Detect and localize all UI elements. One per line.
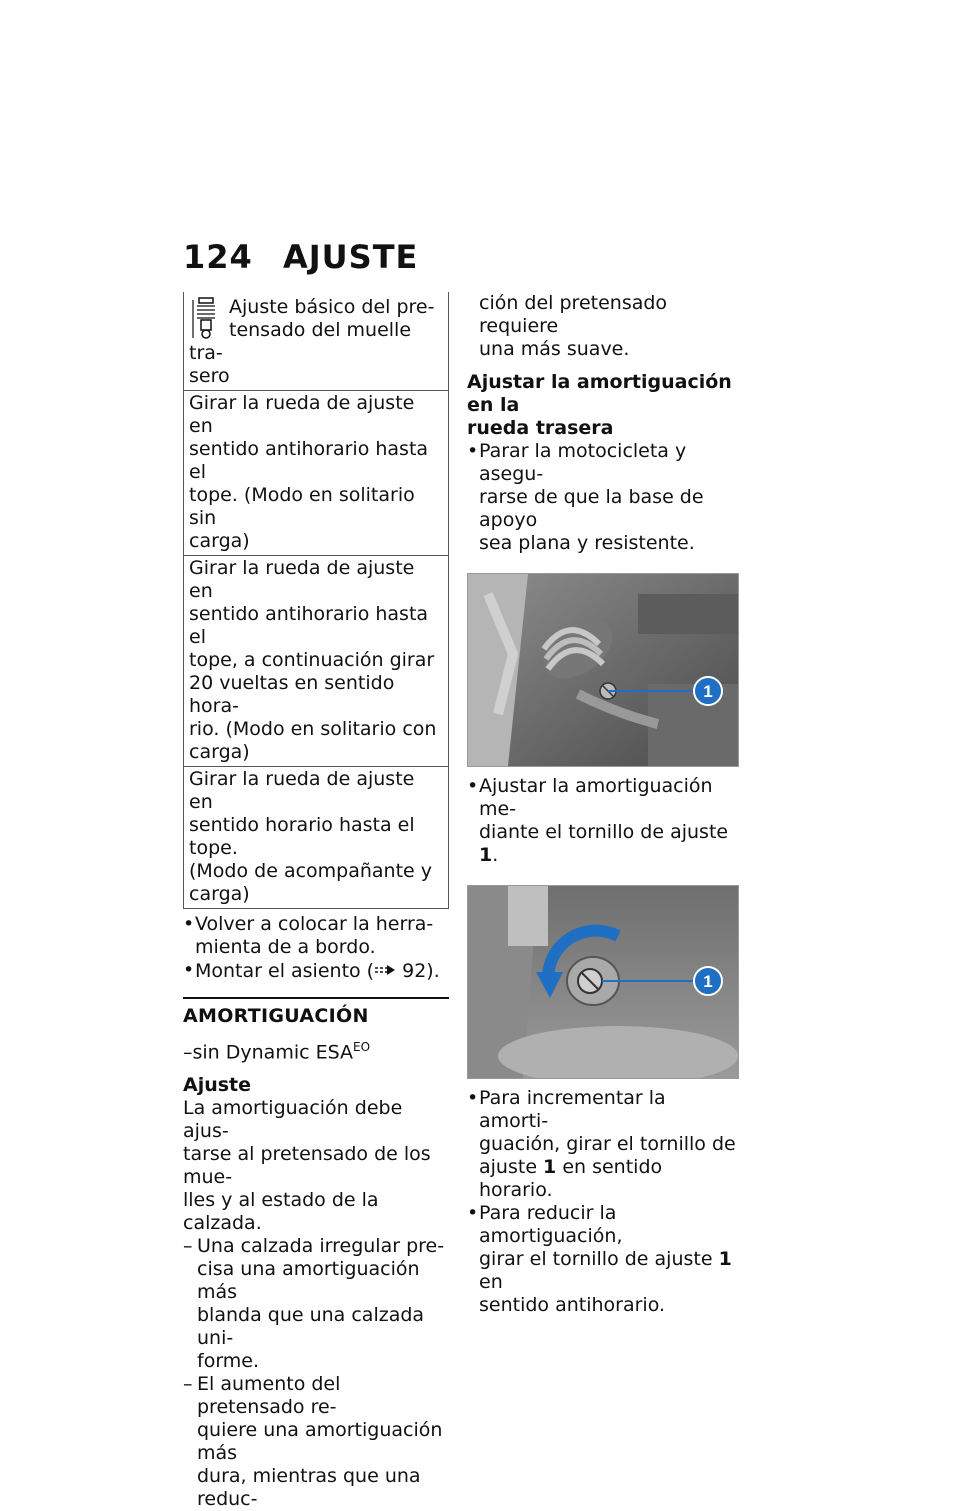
spec-line: carga) xyxy=(189,741,250,763)
list-item xyxy=(183,1373,449,1511)
text-line: quiere una amortiguación más xyxy=(197,1419,443,1465)
list-item xyxy=(467,1087,739,1202)
callout-reference: 1 xyxy=(543,1156,557,1178)
text-line: girar el tornillo de ajuste xyxy=(479,1248,719,1270)
page-number: 124 xyxy=(183,238,253,276)
spec-table xyxy=(183,292,449,909)
text-line: • Parar la motocicleta y asegu- xyxy=(479,440,687,485)
text-line: sentido antihorario. xyxy=(479,1294,666,1316)
text-line: diante el tornillo de ajuste xyxy=(479,821,729,843)
spec-line: Girar la rueda de ajuste en xyxy=(189,392,415,437)
spec-line: (Modo de acompañante y xyxy=(189,860,433,882)
adjust-subtitle: Ajuste xyxy=(183,1074,252,1097)
list-item xyxy=(467,1202,739,1317)
list-item xyxy=(467,440,739,555)
continued-text xyxy=(467,292,739,361)
spec-line: Girar la rueda de ajuste en xyxy=(189,557,415,602)
list-item xyxy=(467,775,739,867)
spec-heading-line: Ajuste básico del pre- xyxy=(229,296,435,318)
spec-line: rio. (Modo en solitario con xyxy=(189,718,437,740)
shock-absorber-photo xyxy=(467,573,739,767)
text-line: en sentido horario. xyxy=(479,1156,663,1201)
text-line: • Ajustar la amortiguación me- xyxy=(479,775,713,820)
spec-heading-line: tensado del muelle tra- xyxy=(189,319,412,364)
text-line: . xyxy=(492,844,499,866)
text-line: Montar el asiento ( xyxy=(195,960,375,982)
text-line: – Una calzada irregular pre- xyxy=(197,1235,445,1258)
spec-line: Girar la rueda de ajuste en xyxy=(189,768,415,813)
text-line: forme. xyxy=(197,1350,260,1373)
spec-line: tope. (Modo en solitario sin xyxy=(189,484,415,529)
right-column xyxy=(467,292,739,1317)
variant-text: –sin Dynamic ESA xyxy=(183,1041,354,1064)
spec-line: sentido horario hasta el tope. xyxy=(189,814,415,859)
spec-table-heading xyxy=(184,292,448,390)
damping-screw-photo xyxy=(467,885,739,1079)
text-line: Ajustar la amortiguación en la xyxy=(467,371,732,416)
callout-label: 1 xyxy=(703,682,713,701)
text-line: dura, mientras que una reduc- xyxy=(197,1465,421,1511)
text-line: blanda que una calzada uni- xyxy=(197,1304,425,1350)
page-reference-arrow-icon[interactable] xyxy=(374,959,396,971)
spec-line: carga) xyxy=(189,530,250,552)
left-column xyxy=(183,292,449,1511)
text-line: ajuste xyxy=(479,1156,544,1178)
text-line: • Volver a colocar la herra- xyxy=(195,913,434,935)
spec-heading-line: sero xyxy=(189,365,230,387)
text-line: tarse al pretensado de los mue- xyxy=(183,1143,431,1189)
list-item xyxy=(183,913,449,959)
callout-label: 1 xyxy=(703,972,713,991)
text-line: cisa una amortiguación más xyxy=(197,1258,420,1304)
damping-section-title: AMORTIGUACIÓN xyxy=(183,1005,369,1027)
text-line: • Para incrementar la amorti- xyxy=(479,1087,666,1132)
rear-damping-title xyxy=(467,371,739,440)
spec-row-solo-load xyxy=(184,555,448,766)
list-item xyxy=(183,1235,449,1373)
text-line: rueda trasera xyxy=(467,417,614,439)
section-title: AJUSTE xyxy=(283,238,419,276)
spec-line: sentido antihorario hasta el xyxy=(189,438,429,483)
spec-line: carga) xyxy=(189,883,250,905)
text-line: sea plana y resistente. xyxy=(479,532,695,554)
text-line: ción del pretensado requiere xyxy=(479,292,668,337)
spring-preload-icon xyxy=(189,296,229,342)
spec-line: tope, a continuación girar xyxy=(189,649,435,671)
text-line: lles y al estado de la calzada. xyxy=(183,1189,379,1235)
text-line: • Para reducir la amortiguación, xyxy=(479,1202,623,1247)
text-line: – El aumento del pretensado re- xyxy=(197,1373,341,1419)
variant-note xyxy=(183,1036,449,1064)
text-line: mienta de a bordo. xyxy=(195,936,376,958)
text-line: 92). xyxy=(396,960,440,982)
damping-paragraph xyxy=(183,1097,449,1235)
callout-reference: 1 xyxy=(479,844,493,866)
page-header xyxy=(183,238,418,276)
section-divider xyxy=(183,997,449,999)
callout-reference: 1 xyxy=(718,1248,732,1270)
spec-line: sentido antihorario hasta el xyxy=(189,603,429,648)
variant-code: EO xyxy=(353,1040,371,1054)
text-line: guación, girar el tornillo de xyxy=(479,1133,736,1155)
text-line: rarse de que la base de apoyo xyxy=(479,486,704,531)
text-line: La amortiguación debe ajus- xyxy=(183,1097,403,1143)
text-line: una más suave. xyxy=(479,338,630,360)
spec-row-solo-no-load xyxy=(184,390,448,555)
spec-row-passenger-load xyxy=(184,766,448,908)
list-item xyxy=(183,959,449,983)
spec-line: 20 vueltas en sentido hora- xyxy=(189,672,395,717)
text-line: en xyxy=(479,1271,503,1293)
